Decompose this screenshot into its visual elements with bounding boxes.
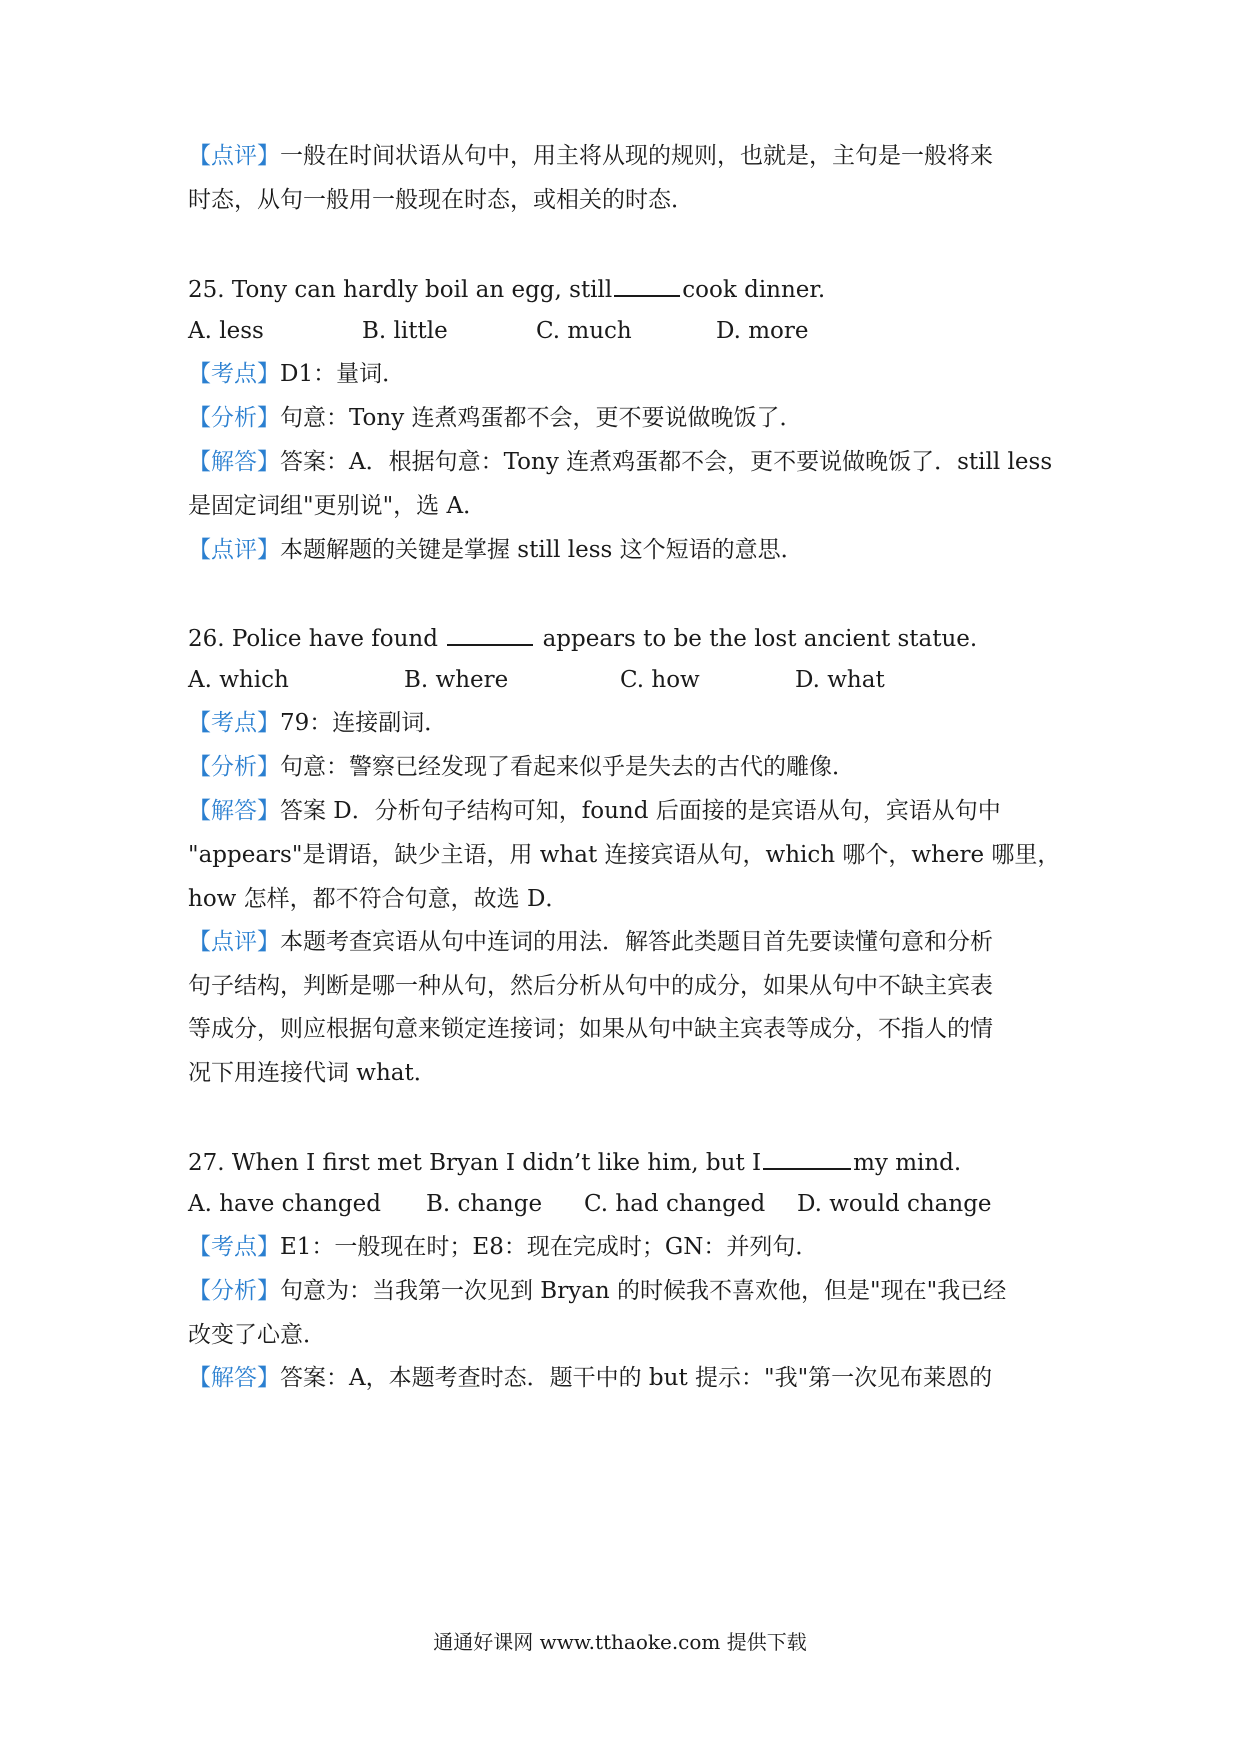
q26-kaodian-text: 79：连接副词． <box>280 710 448 736</box>
q26-jieda-text-2: "appears"是谓语，缺少主语，用 what 连接宾语从句，which 哪个，where 哪里， <box>188 842 1061 868</box>
q26-dianping-line-2 <box>188 971 993 1001</box>
q26-dianping-text-1: 本题考查宾语从句中连词的用法．解答此类题目首先要读懂句意和分析 <box>280 929 993 955</box>
q26-stem-b: appears to be the lost ancient statue. <box>542 626 978 652</box>
q25-fenxi-text: 句意：Tony 连煮鸡蛋都不会，更不要说做晚饭了． <box>280 405 803 431</box>
q26-option-a: A. which <box>188 667 289 693</box>
q27-kaodian <box>188 1232 818 1262</box>
q27-option-d: D. would change <box>797 1191 992 1217</box>
dianping-tag: 【点评】 <box>188 929 280 955</box>
q26-jieda-text-1: 答案 D．分析句子结构可知，found 后面接的是宾语从句，宾语从句中 <box>280 798 1001 824</box>
dianping-tag: 【点评】 <box>188 537 280 563</box>
q26-dianping-text-4: 况下用连接代词 what． <box>188 1060 437 1086</box>
q26-dianping-text-3: 等成分，则应根据句意来锁定连接词；如果从句中缺主宾表等成分，不指人的情 <box>188 1016 993 1042</box>
intro-dianping-line-1 <box>188 141 993 171</box>
intro-dianping-line-2 <box>188 185 694 215</box>
q26-dianping-line-4 <box>188 1058 437 1088</box>
q26-fenxi <box>188 752 855 782</box>
q25-fenxi <box>188 403 803 433</box>
q27-fenxi-text-2: 改变了心意． <box>188 1322 326 1348</box>
q26-option-d: D. what <box>795 667 885 693</box>
q26-dianping-line-1 <box>188 927 993 957</box>
jieda-tag: 【解答】 <box>188 798 280 824</box>
kaodian-tag: 【考点】 <box>188 361 280 387</box>
q26-option-b: B. where <box>404 667 509 693</box>
q27-option-c: C. had changed <box>584 1191 766 1217</box>
q26-option-c: C. how <box>620 667 700 693</box>
q26-jieda-line-3 <box>188 884 568 914</box>
q26-dianping-line-3 <box>188 1014 993 1044</box>
q25-kaodian <box>188 359 405 389</box>
q26-dianping-text-2: 句子结构，判断是哪一种从句，然后分析从句中的成分，如果从句中不缺主宾表 <box>188 973 993 999</box>
q27-blank <box>763 1146 851 1170</box>
intro-dianping-text-2: 时态，从句一般用一般现在时态，或相关的时态． <box>188 187 694 213</box>
q26-jieda-line-2 <box>188 840 1060 870</box>
q27-fenxi-line-1 <box>188 1276 1006 1306</box>
kaodian-tag: 【考点】 <box>188 1234 280 1260</box>
q25-option-d: D. more <box>716 318 809 344</box>
q26-blank <box>447 622 533 646</box>
q27-jieda-text-1: 答案：A，本题考查时态．题干中的 but 提示："我"第一次见布莱恩的 <box>280 1365 993 1391</box>
q26-stem-a: 26. Police have found <box>188 626 438 652</box>
q25-jieda-line-2 <box>188 491 486 521</box>
q27-kaodian-text: E1：一般现在时；E8：现在完成时；GN：并列句． <box>280 1234 819 1260</box>
q25-jieda-line-1 <box>188 447 1052 477</box>
q25-stem-b: cook dinner. <box>682 277 826 303</box>
jieda-tag: 【解答】 <box>188 449 280 475</box>
q27-fenxi-text-1: 句意为：当我第一次见到 Bryan 的时候我不喜欢他，但是"现在"我已经 <box>280 1278 1007 1304</box>
q25-blank <box>614 273 680 297</box>
q25-option-c: C. much <box>536 318 632 344</box>
q27-jieda-line-1 <box>188 1363 992 1393</box>
kaodian-tag: 【考点】 <box>188 710 280 736</box>
q25-dianping <box>188 535 804 565</box>
q26-kaodian <box>188 708 447 738</box>
fenxi-tag: 【分析】 <box>188 405 280 431</box>
fenxi-tag: 【分析】 <box>188 754 280 780</box>
dianping-tag: 【点评】 <box>188 143 280 169</box>
q25-kaodian-text: D1：量词． <box>280 361 406 387</box>
q26-jieda-text-3: how 怎样，都不符合句意，故选 D． <box>188 886 569 912</box>
q25-stem <box>188 273 825 305</box>
q27-fenxi-line-2 <box>188 1320 326 1350</box>
page-footer: 通通好课网 www.tthaoke.com 提供下载 <box>433 1630 807 1654</box>
q25-option-a: A. less <box>188 318 264 344</box>
jieda-tag: 【解答】 <box>188 1365 280 1391</box>
q25-stem-a: 25. Tony can hardly boil an egg, still <box>188 277 613 303</box>
q25-jieda-text-1: 答案：A．根据句意：Tony 连煮鸡蛋都不会，更不要说做晚饭了．still less <box>280 449 1053 475</box>
q25-jieda-text-2: 是固定词组"更别说"，选 A． <box>188 493 487 519</box>
q27-stem-b: my mind. <box>853 1150 962 1176</box>
intro-dianping-text-1: 一般在时间状语从句中，用主将从现的规则，也就是，主句是一般将来 <box>280 143 993 169</box>
q27-stem-a: 27. When I first met Bryan I didn’t like him, but I <box>188 1150 762 1176</box>
q25-dianping-text: 本题解题的关键是掌握 still less 这个短语的意思． <box>280 537 804 563</box>
q27-stem <box>188 1146 961 1178</box>
q26-fenxi-text: 句意：警察已经发现了看起来似乎是失去的古代的雕像． <box>280 754 855 780</box>
fenxi-tag: 【分析】 <box>188 1278 280 1304</box>
q27-option-b: B. change <box>426 1191 543 1217</box>
q25-option-b: B. little <box>362 318 448 344</box>
q26-stem <box>188 622 977 654</box>
q26-jieda-line-1 <box>188 796 1001 826</box>
q27-option-a: A. have changed <box>188 1191 381 1217</box>
